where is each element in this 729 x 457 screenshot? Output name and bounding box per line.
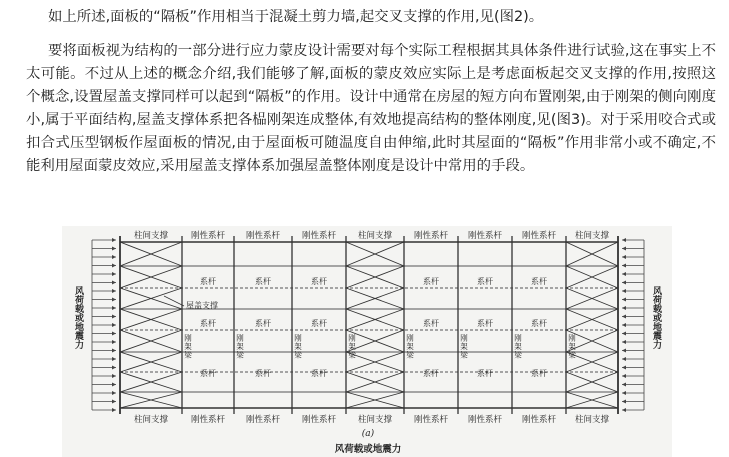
load-arrowhead-left — [112, 255, 116, 259]
load-arrowhead-left — [112, 383, 116, 387]
load-arrowhead-left — [112, 315, 116, 319]
load-arrowhead-left — [112, 281, 116, 285]
bottom-label: 柱间支撑 — [574, 415, 610, 425]
load-arrowhead-right — [622, 340, 626, 344]
tie-label: 系杆 — [477, 319, 493, 328]
load-arrowhead-right — [622, 366, 626, 370]
top-label: 刚性系杆 — [245, 231, 281, 241]
load-arrowhead-left — [112, 408, 116, 412]
bottom-label: 柱间支撑 — [357, 415, 393, 425]
frame-beam-label: 刚架梁 — [293, 334, 303, 360]
load-arrowhead-right — [622, 323, 626, 327]
tie-label: 系杆 — [423, 369, 439, 378]
load-arrowhead-left — [112, 306, 116, 310]
bottom-label: 刚性系杆 — [521, 415, 557, 425]
tie-label: 系杆 — [423, 319, 439, 328]
load-arrowhead-right — [622, 289, 626, 293]
roof-brace-label: 屋盖支撑 — [186, 301, 218, 310]
load-arrowhead-left — [112, 391, 116, 395]
side-load-label-right: 风荷载或地震力 — [651, 286, 661, 349]
top-label: 柱间支撑 — [133, 231, 169, 241]
load-arrowhead-right — [622, 408, 626, 412]
bottom-label: 刚性系杆 — [467, 415, 503, 425]
load-arrowhead-right — [622, 357, 626, 361]
load-arrowhead-right — [622, 391, 626, 395]
tie-label: 系杆 — [200, 369, 216, 378]
load-arrowhead-left — [112, 366, 116, 370]
load-arrowhead-right — [622, 255, 626, 259]
load-arrowhead-right — [622, 281, 626, 285]
roof-bracing-diagram — [62, 226, 672, 457]
load-arrowhead-left — [112, 357, 116, 361]
bottom-label: 刚性系杆 — [413, 415, 449, 425]
load-arrowhead-right — [622, 264, 626, 268]
bottom-label: 刚性系杆 — [301, 415, 337, 425]
frame-beam-label: 刚架梁 — [405, 334, 415, 360]
load-arrowhead-left — [112, 374, 116, 378]
load-arrowhead-right — [622, 332, 626, 336]
load-arrowhead-left — [112, 289, 116, 293]
tie-label: 系杆 — [531, 277, 547, 286]
top-label: 刚性系杆 — [521, 231, 557, 241]
bottom-label: 柱间支撑 — [133, 415, 169, 425]
tie-label: 系杆 — [477, 369, 493, 378]
load-arrowhead-right — [622, 306, 626, 310]
load-arrowhead-right — [622, 247, 626, 251]
tie-label: 系杆 — [255, 277, 271, 286]
bottom-load-label: 风荷载或地震力 — [334, 444, 402, 455]
top-label: 刚性系杆 — [301, 231, 337, 241]
top-label: 刚性系杆 — [467, 231, 503, 241]
tie-label: 系杆 — [423, 277, 439, 286]
load-arrowhead-right — [622, 272, 626, 276]
load-arrowhead-right — [622, 298, 626, 302]
tie-label: 系杆 — [531, 369, 547, 378]
top-label: 刚性系杆 — [413, 231, 449, 241]
frame-beam-label: 刚架梁 — [235, 334, 245, 360]
bottom-label: 刚性系杆 — [245, 415, 281, 425]
top-label: 柱间支撑 — [357, 231, 393, 241]
load-arrowhead-left — [112, 349, 116, 353]
load-arrowhead-right — [622, 400, 626, 404]
tie-label: 系杆 — [200, 319, 216, 328]
frame-beam-label: 刚架梁 — [347, 334, 357, 360]
load-arrowhead-right — [622, 349, 626, 353]
load-arrowhead-left — [112, 340, 116, 344]
load-arrowhead-right — [622, 374, 626, 378]
paragraph-intro: 如上所述,面板的“隔板”作用相当于混凝土剪力墙,起交叉支撑的作用,见(图2)。 — [48, 9, 544, 25]
figure-caption: (a) — [361, 429, 375, 439]
paragraph-main: 要将面板视为结构的一部分进行应力蒙皮设计需要对每个实际工程根据其具体条件进行试验,这在事实上不太可能。不过从上述的概念介绍,我们能够了解,面板的蒙皮效应实际上是考虑面板起交叉支撑的作用,按照这个概念,设置屋盖支撑同样可以起到“隔板”的作用。设计中通常在房屋的短方向布置刚架,由于刚架的侧向刚度小,属于平面结构,屋盖支撑体系把各榀刚架连成整体,有效地提高结构的整体刚度,见(图3)。对于采用咬合式或扣合式压型钢板作屋面板的情况,由于屋面板可随温度自由伸缩,此时其屋面的“隔板”作用非常小或不确定,不能利用屋面蒙皮效应,采用屋盖支撑体系加强屋盖整体刚度是设计中常用的手段。 — [26, 43, 716, 174]
roof-brace-leader — [164, 296, 184, 306]
load-arrowhead-left — [112, 298, 116, 302]
tie-label: 系杆 — [200, 277, 216, 286]
load-arrowhead-left — [112, 247, 116, 251]
load-arrowhead-right — [622, 383, 626, 387]
load-arrowhead-left — [112, 238, 116, 242]
roof-bracing-figure — [62, 226, 672, 457]
tie-label: 系杆 — [311, 277, 327, 286]
load-arrowhead-left — [112, 323, 116, 327]
tie-label: 系杆 — [477, 277, 493, 286]
load-arrowhead-left — [112, 332, 116, 336]
load-arrowhead-left — [112, 264, 116, 268]
load-arrowhead-right — [622, 315, 626, 319]
tie-label: 系杆 — [311, 319, 327, 328]
load-arrowhead-left — [112, 272, 116, 276]
side-load-label-left: 风荷载或地震力 — [73, 286, 83, 349]
load-arrowhead-left — [112, 400, 116, 404]
load-arrowhead-right — [622, 238, 626, 242]
frame-beam-label: 刚架梁 — [567, 334, 577, 360]
bottom-label: 刚性系杆 — [190, 415, 226, 425]
frame-beam-label: 刚架梁 — [513, 334, 523, 360]
frame-beam-label: 刚架梁 — [183, 334, 193, 360]
tie-label: 系杆 — [531, 319, 547, 328]
top-label: 柱间支撑 — [574, 231, 610, 241]
top-label: 刚性系杆 — [190, 231, 226, 241]
tie-label: 系杆 — [255, 369, 271, 378]
tie-label: 系杆 — [311, 369, 327, 378]
frame-beam-label: 刚架梁 — [459, 334, 469, 360]
tie-label: 系杆 — [255, 319, 271, 328]
